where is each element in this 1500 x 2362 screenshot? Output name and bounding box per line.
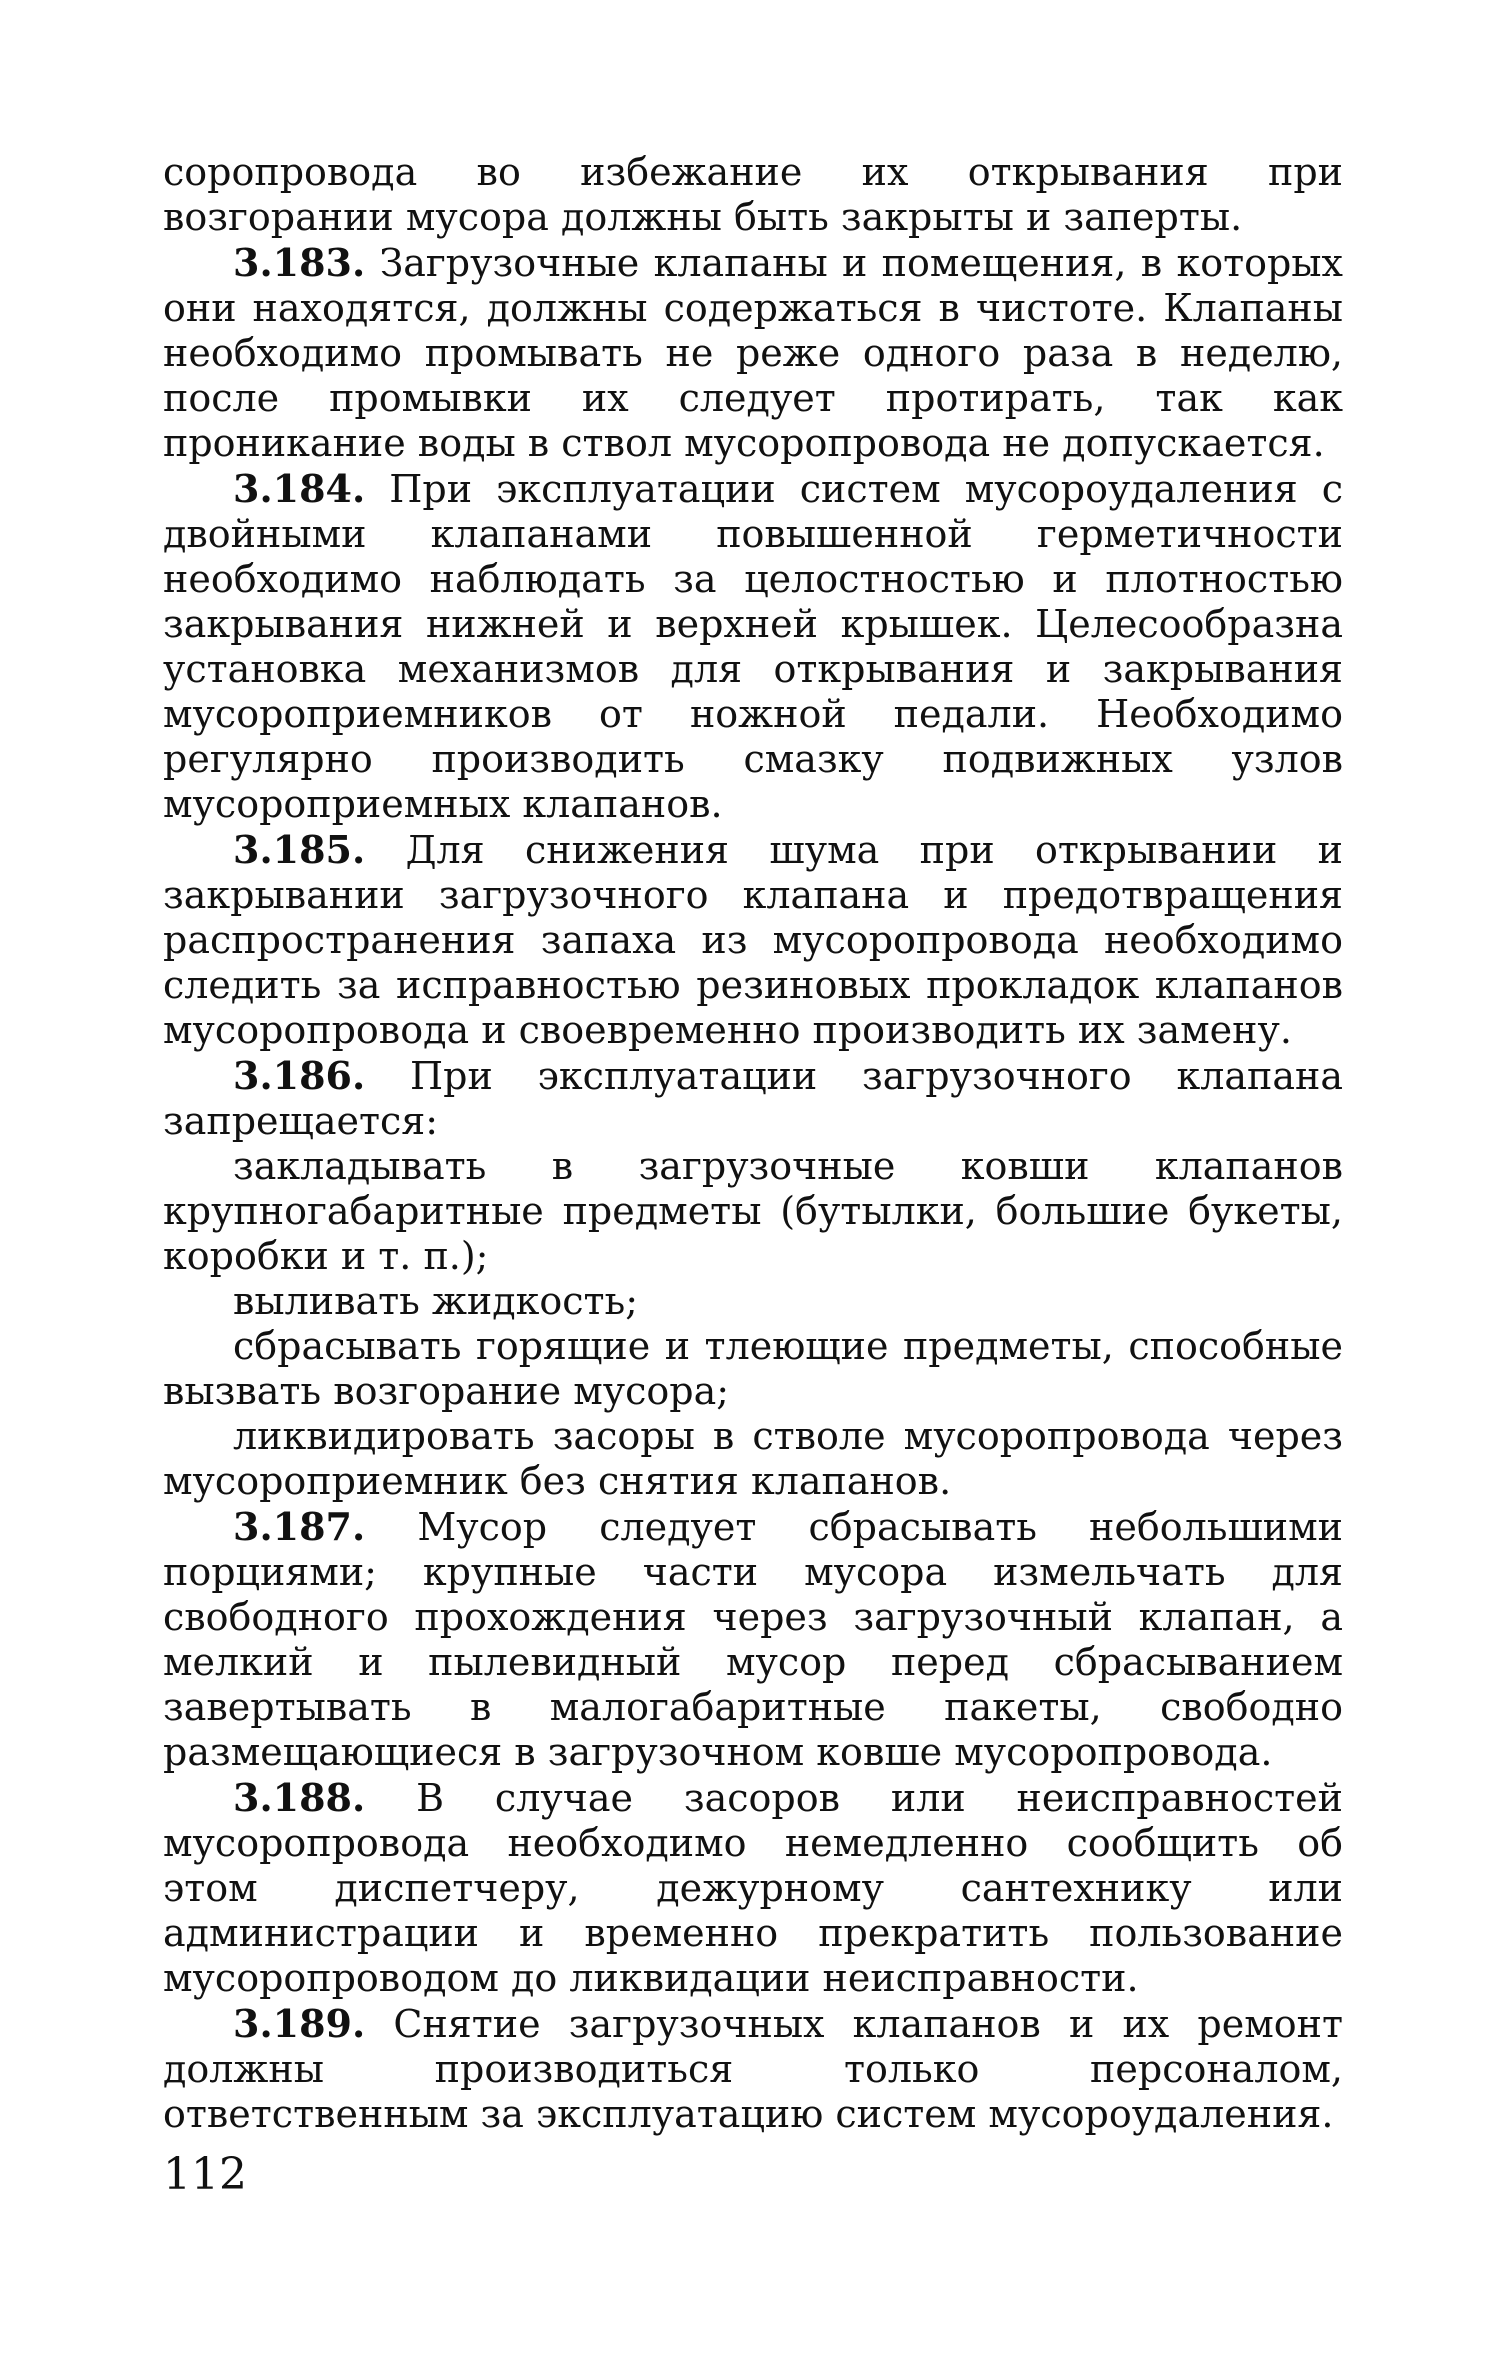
section-number: 3.184. — [233, 466, 366, 511]
prohibited-item: сбрасывать горящие и тлеющие предметы, способные вызвать возгорание мусора; — [163, 1324, 1343, 1413]
prohibited-item: закладывать в загрузочные ковши клапанов крупногабаритные предметы (бутылки, большие букеты, коробки и т. п.); — [163, 1144, 1343, 1278]
section-text: Загрузочные клапаны и помещения, в которых они находятся, должны содержаться в чистоте. Клапаны необходимо промывать не реже одного раза в неделю, после промывки их следует протирать, так как проникание воды в ствол мусоропровода не допускается. — [163, 241, 1343, 465]
prohibited-item: ликвидировать засоры в стволе мусоропровода через мусороприемник без снятия клапанов. — [163, 1414, 1343, 1503]
section-text: При эксплуатации загрузочного клапана запрещается: — [163, 1054, 1343, 1143]
section-number: 3.188. — [233, 1775, 366, 1820]
section-3-186 — [163, 1053, 1343, 1144]
page-number: 112 — [163, 2149, 247, 2200]
section-number: 3.187. — [233, 1504, 366, 1549]
section-text: Для снижения шума при открывании и закрывании загрузочного клапана и предотвращения распространения запаха из мусоропровода необходимо следить за исправностью резиновых прокладок клапанов мусоропровода и своевременно производить их замену. — [163, 828, 1343, 1052]
section-3-189 — [163, 2001, 1343, 2137]
section-3-185 — [163, 827, 1343, 1053]
continuation-paragraph: соропровода во избежание их открывания при возгорании мусора должны быть закрыты и заперты. — [163, 150, 1343, 239]
body-text — [163, 150, 1343, 2137]
section-number: 3.186. — [233, 1053, 366, 1098]
section-text: В случае засоров или неисправностей мусоропровода необходимо немедленно сообщить об этом диспетчеру, дежурному сантехнику или администрации и временно прекратить пользование мусоропроводом до ликвидации неисправности. — [163, 1776, 1343, 2000]
section-number: 3.189. — [233, 2001, 366, 2046]
section-number: 3.183. — [233, 240, 366, 285]
section-number: 3.185. — [233, 827, 366, 872]
section-text: При эксплуатации систем мусороудаления с двойными клапанами повышенной герметичности необходимо наблюдать за целостностью и плотностью закрывания нижней и верхней крышек. Целесообразна установка механизмов для открывания и закрывания мусороприемников от ножной педали. Необходимо регулярно производить смазку подвижных узлов мусороприемных клапанов. — [163, 467, 1343, 826]
section-3-187 — [163, 1504, 1343, 1775]
section-3-188 — [163, 1775, 1343, 2001]
section-text: Снятие загрузочных клапанов и их ремонт должны производиться только персоналом, ответственным за эксплуатацию систем мусороудаления. — [163, 2002, 1343, 2136]
section-3-183 — [163, 240, 1343, 466]
prohibited-item: выливать жидкость; — [233, 1279, 639, 1323]
section-3-184 — [163, 466, 1343, 827]
section-text: Мусор следует сбрасывать небольшими порциями; крупные части мусора измельчать для свободного прохождения через загрузочный клапан, а мелкий и пылевидный мусор перед сбрасыванием завертывать в малогабаритные пакеты, свободно размещающиеся в загрузочном ковше мусоропровода. — [163, 1505, 1343, 1774]
